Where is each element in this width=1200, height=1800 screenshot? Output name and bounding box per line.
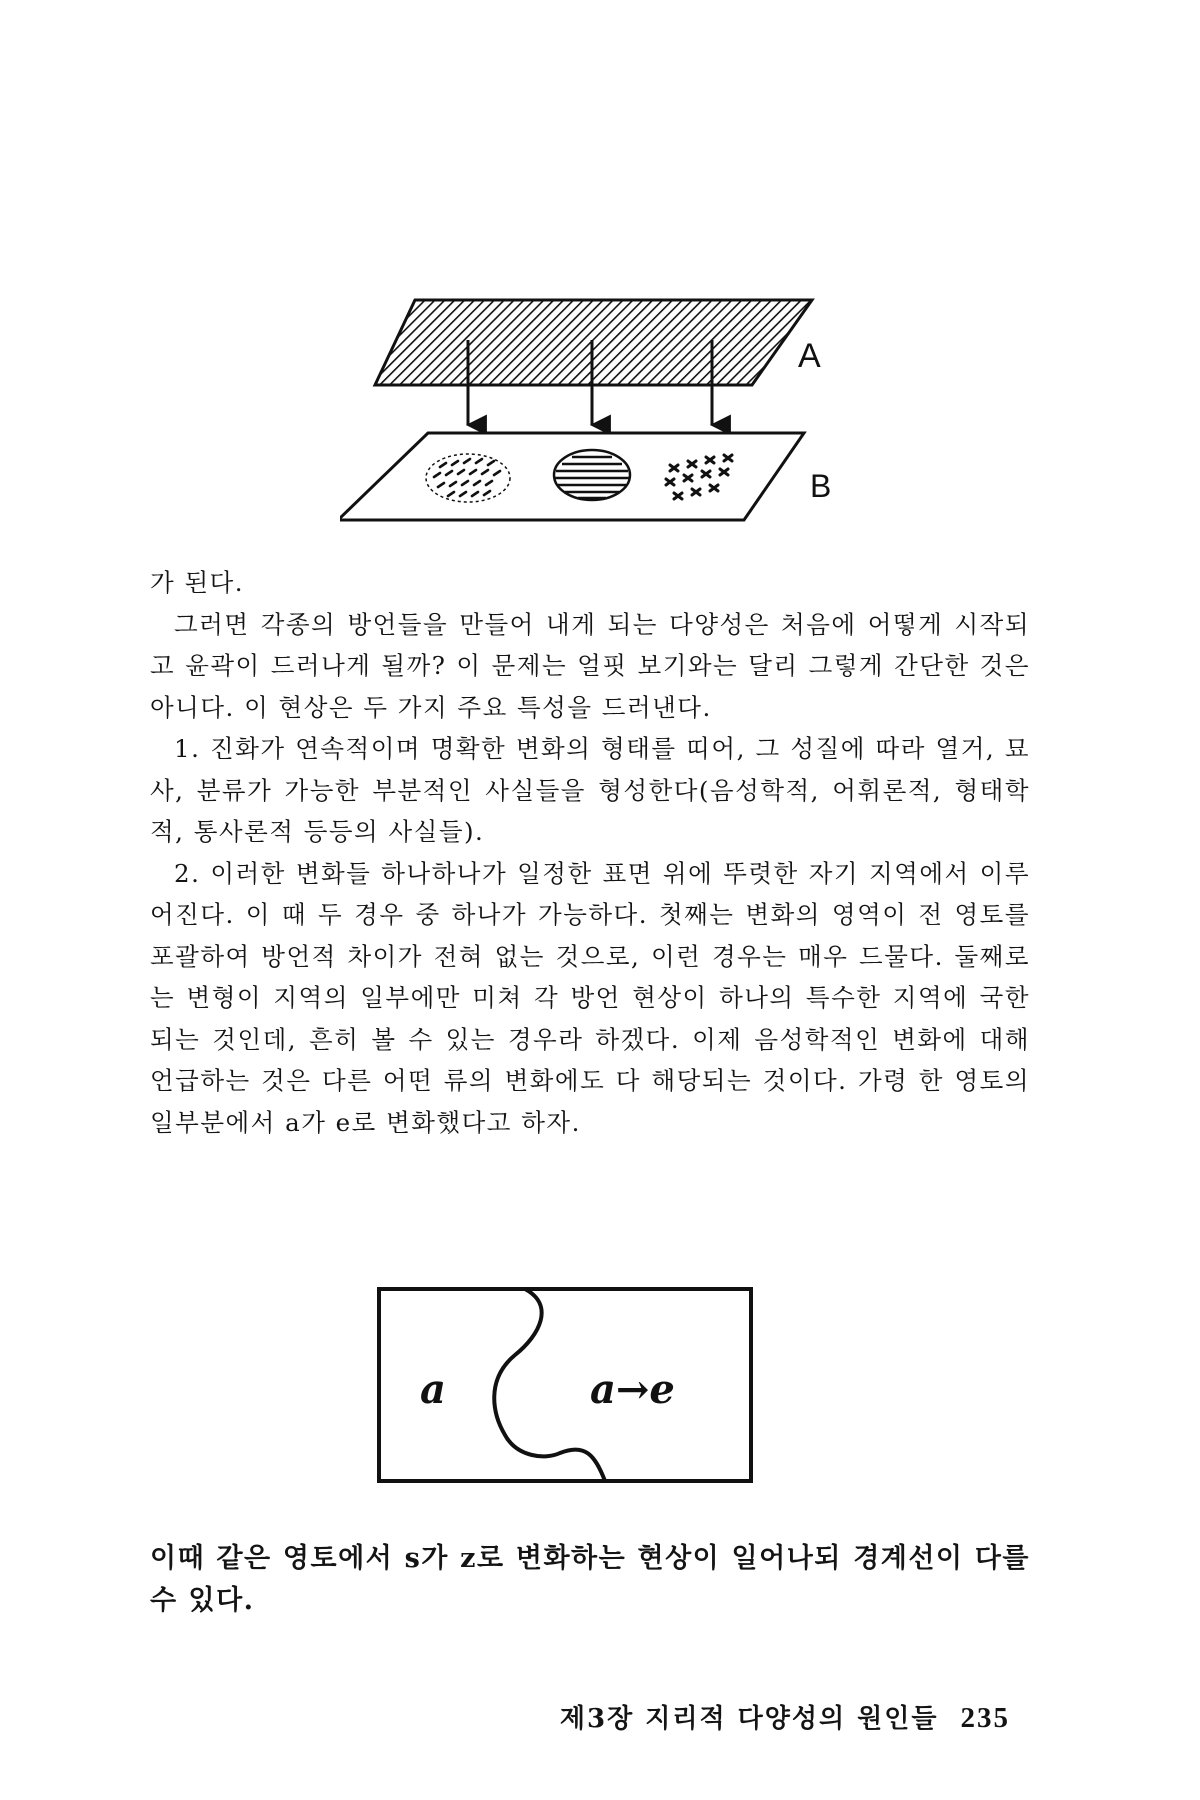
label-b: B [810, 468, 832, 504]
main-text [150, 562, 1030, 1143]
paragraph-continuation: 가 된다. [150, 568, 245, 597]
figure-a-to-e-map [375, 1285, 755, 1485]
label-a: A [798, 337, 821, 375]
paragraph-point-1: 1. 진화가 연속적이며 명확한 변화의 형태를 띠어, 그 성질에 따라 열거, 묘사, 분류가 가능한 부분적인 사실들을 형성한다(음성학적, 어휘론적, 형태학적, 통사론적 등등의 사실들). [150, 734, 1030, 846]
paragraph-intro: 그러면 각종의 방언들을 만들어 내게 되는 다양성은 처음에 어떻게 시작되고 윤곽이 드러나게 될까? 이 문제는 얼핏 보기와는 달리 그렇게 간단한 것은 아니다. 이 현상은 두 가지 주요 특성을 드러낸다. [150, 609, 1030, 722]
region-a-label: a [420, 1366, 446, 1413]
running-footer [560, 1698, 1010, 1735]
plane-b [340, 433, 804, 520]
paragraph-s-to-z: 이때 같은 영토에서 s가 z로 변화하는 현상이 일어나되 경계선이 다를 수 있다. [150, 1543, 1030, 1616]
figure-planes-a-b [340, 285, 840, 545]
region-a-e-label: a→e [590, 1366, 675, 1413]
paragraph-point-2: 2. 이러한 변화들 하나하나가 일정한 표면 위에 뚜렷한 자기 지역에서 이루어진다. 이 때 두 경우 중 하나가 가능하다. 첫째는 변화의 영역이 전 영토를 포괄하여 방언적 차이가 전혀 없는 것으로, 이런 경우는 매우 드물다. 둘째로는 변형이 지역의 일부에만 미쳐 각 방언 현상이 하나의 특수한 지역에 국한되는 것인데, 흔히 볼 수 있는 경우라 하겠다. 이제 음성학적인 변화에 대해 언급하는 것은 다른 어떤 류의 변화에도 다 해당되는 것이다. 가령 한 영토의 일부분에서 a가 e로 변화했다고 하자. [150, 858, 1030, 1137]
chapter-title: 제3장 지리적 다양성의 원인들 [559, 1704, 939, 1734]
page-number: 235 [960, 1702, 1010, 1734]
